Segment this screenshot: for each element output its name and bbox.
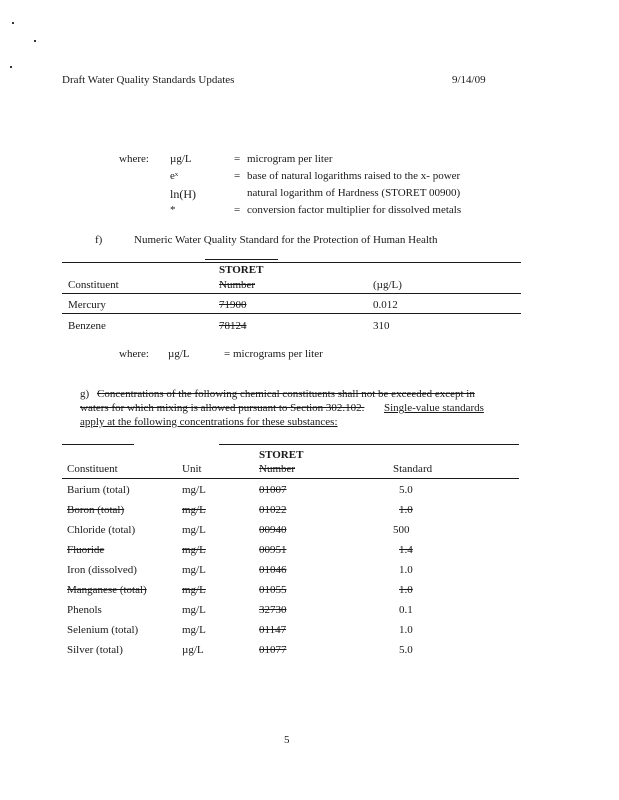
table-cell-unit: mg/L [182, 584, 206, 596]
column-header-number: Number [259, 463, 296, 475]
definition-symbol: * [170, 204, 176, 216]
table-cell-unit: mg/L [182, 624, 206, 636]
table-cell-unit: mg/L [182, 544, 206, 556]
table-cell-unit: mg/L [182, 504, 206, 516]
table-cell-storet: 78124 [219, 320, 247, 332]
table-cell-constituent: Boron (total) [67, 504, 125, 516]
table-cell-standard: 1.0 [399, 504, 413, 516]
table-cell-storet: 00940 [259, 524, 287, 536]
table-cell-standard: 1.4 [399, 544, 413, 556]
definition-text: natural logarithm of Hardness (STORET 00900) [247, 187, 461, 199]
table-rule [205, 259, 278, 260]
table-cell-constituent: Mercury [68, 299, 106, 311]
column-header-units: (µg/L) [373, 279, 402, 291]
document-date: 9/14/09 [452, 74, 486, 86]
page-number: 5 [284, 734, 290, 746]
table-cell-constituent: Selenium (total) [67, 624, 139, 636]
column-header-unit: Unit [182, 463, 202, 475]
definition-symbol: µg/L [168, 348, 190, 360]
scan-speck [12, 22, 14, 24]
table-cell-unit: mg/L [182, 524, 206, 536]
table-cell-storet: 01055 [259, 584, 287, 596]
table-cell-storet: 01022 [259, 504, 287, 516]
definition-equals: = [234, 204, 241, 216]
table-cell-constituent: Silver (total) [67, 644, 123, 656]
where-label: where: [119, 153, 149, 165]
definition-text: = micrograms per liter [224, 348, 323, 360]
table-cell-standard: 1.0 [399, 584, 413, 596]
column-header-constituent: Constituent [67, 463, 118, 475]
table-cell-storet: 71900 [219, 299, 247, 311]
section-f-heading: Numeric Water Quality Standard for the Protection of Human Health [134, 234, 438, 246]
definition-equals: = [234, 170, 241, 182]
table-cell-standard: 1.0 [399, 564, 413, 576]
table-cell-storet: 00951 [259, 544, 287, 556]
column-header-constituent: Constituent [68, 279, 119, 291]
table-cell-standard: 0.1 [399, 604, 413, 616]
table-cell-value: 0.012 [373, 299, 398, 311]
table-cell-constituent: Chloride (total) [67, 524, 136, 536]
column-header-standard: Standard [393, 463, 433, 475]
scan-speck [34, 40, 36, 42]
definition-equals: = [234, 153, 241, 165]
column-header-storet: STORET [219, 264, 264, 276]
table-cell-storet: 32730 [259, 604, 287, 616]
inserted-text: apply at the following concentrations for these substances: [80, 416, 338, 428]
table-cell-constituent: Iron (dissolved) [67, 564, 137, 576]
definition-symbol: µg/L [170, 153, 192, 165]
table-cell-constituent: Manganese (total) [67, 584, 147, 596]
column-header-storet: STORET [259, 449, 304, 461]
table-cell-storet: 01046 [259, 564, 287, 576]
table-cell-constituent: Phenols [67, 604, 102, 616]
scan-speck [10, 66, 12, 68]
definition-text: base of natural logarithms raised to the x- power [247, 170, 461, 182]
section-g-marker: g) [80, 388, 90, 400]
where-label: where: [119, 348, 149, 360]
definition-symbol: eˣ [170, 170, 179, 182]
column-header-number: Number [219, 279, 256, 291]
table-cell-constituent: Barium (total) [67, 484, 130, 496]
table-rule [219, 444, 519, 445]
table-cell-unit: mg/L [182, 604, 206, 616]
definition-text: conversion factor multiplier for dissolved metals [247, 204, 462, 216]
table-cell-standard: 500 [393, 524, 410, 536]
table-cell-constituent: Fluoride [67, 544, 105, 556]
table-rule [62, 293, 521, 294]
table-cell-unit: mg/L [182, 564, 206, 576]
table-cell-unit: mg/L [182, 484, 206, 496]
definition-text: microgram per liter [247, 153, 333, 165]
table-cell-standard: 1.0 [399, 624, 413, 636]
table-rule [62, 262, 521, 263]
table-cell-storet: 01007 [259, 484, 287, 496]
inserted-text: Single-value standards [384, 402, 484, 414]
document-title: Draft Water Quality Standards Updates [62, 74, 235, 86]
section-f-marker: f) [95, 234, 103, 246]
table-cell-value: 310 [373, 320, 390, 332]
table-cell-constituent: Benzene [68, 320, 106, 332]
table-cell-unit: µg/L [182, 644, 204, 656]
table-cell-standard: 5.0 [399, 484, 413, 496]
deleted-text: Concentrations of the following chemical constituents shall not be exceeded except in [97, 388, 475, 400]
definition-symbol: ln(H) [170, 187, 196, 201]
deleted-text: waters for which mixing is allowed pursuant to Section 302.102. [80, 402, 365, 414]
table-cell-standard: 5.0 [399, 644, 413, 656]
table-cell-storet: 01147 [259, 624, 287, 636]
table-rule [62, 313, 521, 314]
table-rule [62, 478, 519, 479]
table-cell-storet: 01077 [259, 644, 287, 656]
table-rule [62, 444, 134, 445]
